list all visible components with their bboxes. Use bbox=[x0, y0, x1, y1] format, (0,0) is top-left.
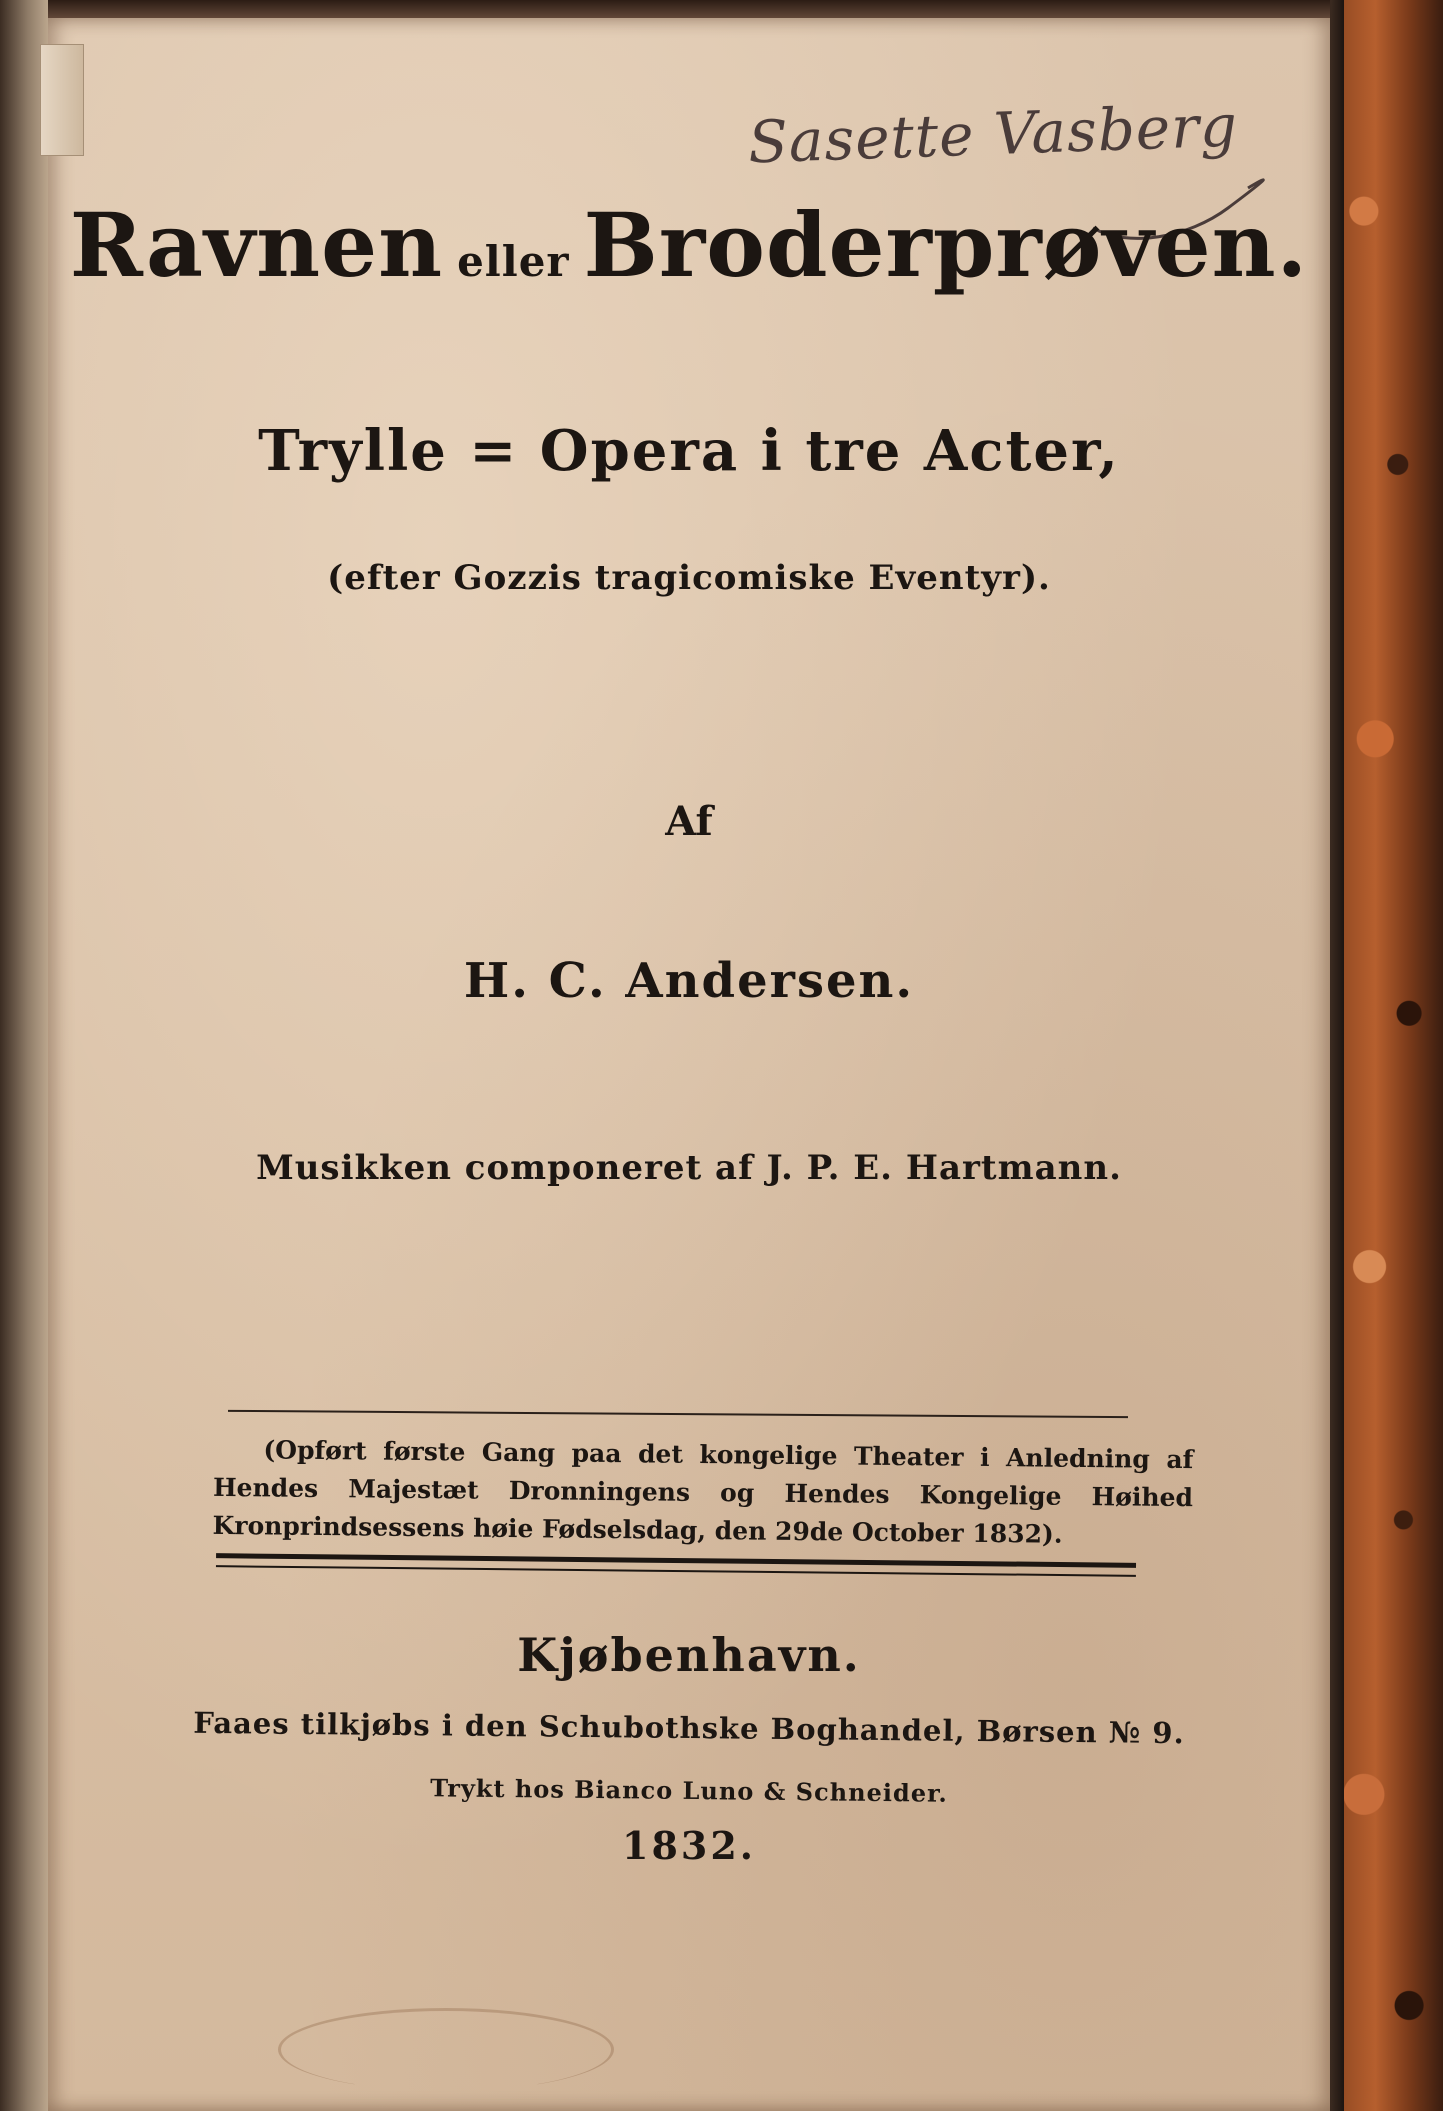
imprint-printer: Trykt hos Bianco Luno & Schneider. bbox=[430, 1773, 948, 1808]
marbled-cover-board bbox=[1330, 0, 1443, 2111]
owner-signature: Sasette Vasberg bbox=[746, 91, 1240, 177]
title-page bbox=[48, 18, 1330, 2111]
imprint-year: 1832. bbox=[622, 1823, 756, 1868]
paper-tab bbox=[40, 44, 84, 156]
title-main: Ravnen bbox=[69, 193, 444, 297]
title-second: Broderprøven. bbox=[583, 193, 1309, 297]
book-title bbox=[48, 193, 1330, 297]
composer-credit: Musikken componeret af J. P. E. Hartmann. bbox=[256, 1148, 1122, 1188]
divider-thin bbox=[228, 1410, 1128, 1418]
divider-double bbox=[216, 1553, 1136, 1577]
by-label: Af bbox=[665, 798, 713, 845]
subtitle: Trylle = Opera i tre Acter, bbox=[258, 418, 1120, 484]
water-stain bbox=[278, 2008, 614, 2091]
performance-note: (Opført første Gang paa det kongelige Theater i Anledning af Hendes Majestæt Dronningens og Hendes Kongelige Høihed Kronprindsessens høie Fødselsdag, den 29de October 1832). bbox=[212, 1435, 1194, 1549]
imprint-city: Kjøbenhavn. bbox=[517, 1628, 861, 1682]
imprint-bookseller: Faaes tilkjøbs i den Schubothske Boghandel, Børsen № 9. bbox=[193, 1705, 1185, 1751]
subtitle-note: (efter Gozzis tragicomiske Eventyr). bbox=[327, 558, 1051, 598]
author-name: H. C. Andersen. bbox=[463, 953, 915, 1009]
title-connector: eller bbox=[457, 237, 570, 286]
